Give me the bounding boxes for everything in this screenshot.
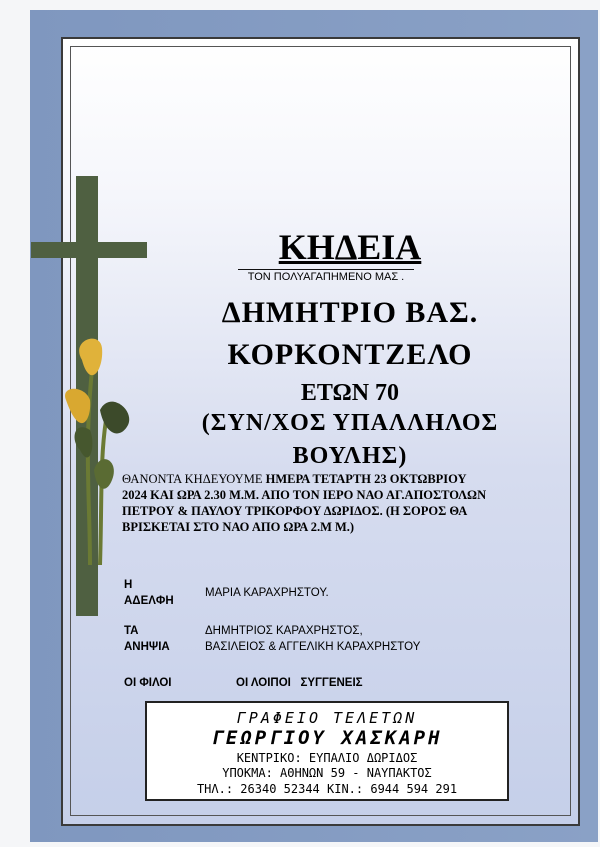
- announcement-line1: [122, 472, 467, 487]
- relatives-label: ΟΙ ΛΟΙΠΟΙ ΣΥΓΓΕΝΕΙΣ: [236, 677, 363, 689]
- occupation-line1: (ΣΥΝ/ΧΟΣ ΥΠΑΛΛΗΛΟΣ: [201, 410, 499, 436]
- deceased-name-line2: ΚΟΡΚΟΝΤΖΕΛΟ: [227, 338, 473, 371]
- notice-title: ΚΗΔΕΙΑ: [278, 227, 422, 267]
- notice-subtitle: ΤΟΝ ΠΟΛΥΑΓΑΠΗΜΕΝΟ ΜΑΣ .: [238, 269, 414, 283]
- announcement-church: ΠΕΤΡΟΥ & ΠΑΥΛΟΥ ΤΡΙΚΟΡΦΟΥ ΔΩΡΙΔΟΣ. (Η ΣΟΡΟΣ ΘΑ: [122, 504, 468, 518]
- announcement-line3: [122, 504, 467, 519]
- deceased-name-line1: ΔΗΜΗΤΡΙΟ ΒΑΣ.: [221, 296, 479, 329]
- funeral-home-phone: ΤΗΛ.: 26340 52344 ΚΙΝ.: 6944 594 291: [196, 782, 458, 796]
- nephews-line1: ΔΗΜΗΤΡΙΟΣ ΚΑΡΑΧΡΗΣΤΟΣ,: [205, 625, 363, 637]
- occupation-line2: ΒΟΥΛΗΣ): [292, 443, 408, 469]
- funeral-home-central: ΚΕΝΤΡΙΚΟ: ΕΥΠΑΛΙΟ ΔΩΡΙΔΟΣ: [236, 751, 418, 765]
- sister-name: ΜΑΡΙΑ ΚΑΡΑΧΡΗΣΤΟΥ.: [205, 587, 329, 599]
- funeral-home-line1: ΓΡΑΦΕΙΟ ΤΕΛΕΤΩΝ: [236, 709, 418, 727]
- announcement-time-place: 2024 ΚΑΙ ΩΡΑ 2.30 Μ.Μ. ΑΠΟ ΤΟΝ ΙΕΡΟ ΝΑΟ ΑΓ.ΑΠΟΣΤΟΛΩΝ: [122, 488, 487, 502]
- deceased-age: ΕΤΩΝ 70: [300, 380, 400, 406]
- friends-label: ΟΙ ΦΙΛΟΙ: [124, 677, 172, 689]
- sister-label-2: ΑΔΕΛΦΗ: [124, 595, 174, 607]
- announcement-date: ΗΜΕΡΑ ΤΕΤΑΡΤΗ 23 ΟΚΤΩΒΡΙΟΥ: [265, 472, 467, 486]
- nephews-line2: ΒΑΣΙΛΕΙΟΣ & ΑΓΓΕΛΙΚΗ ΚΑΡΑΧΡΗΣΤΟΥ: [205, 641, 421, 653]
- funeral-home-branch: ΥΠΟΚΜΑ: ΑΘΗΝΩΝ 59 - ΝΑΥΠΑΚΤΟΣ: [222, 766, 432, 780]
- funeral-home-name: ΓΕΩΡΓΙΟΥ ΧΑΣΚΑΡΗ: [211, 727, 443, 749]
- sister-label-1: Η: [124, 579, 133, 591]
- announcement-viewing: ΒΡΙΣΚΕΤΑΙ ΣΤΟ ΝΑΟ ΑΠΟ ΩΡΑ 2.Μ Μ.): [122, 520, 355, 534]
- funeral-home-box: [145, 701, 509, 801]
- announcement-intro: ΘΑΝΟΝΤΑ ΚΗΔΕΥΟΥΜΕ: [122, 472, 266, 486]
- announcement-line4: [122, 520, 354, 535]
- announcement-line2: [122, 488, 486, 503]
- nephews-label-1: ΤΑ: [124, 625, 139, 637]
- cross-bar: [31, 242, 147, 258]
- nephews-label-2: ΑΝΗΨΙΑ: [124, 641, 170, 653]
